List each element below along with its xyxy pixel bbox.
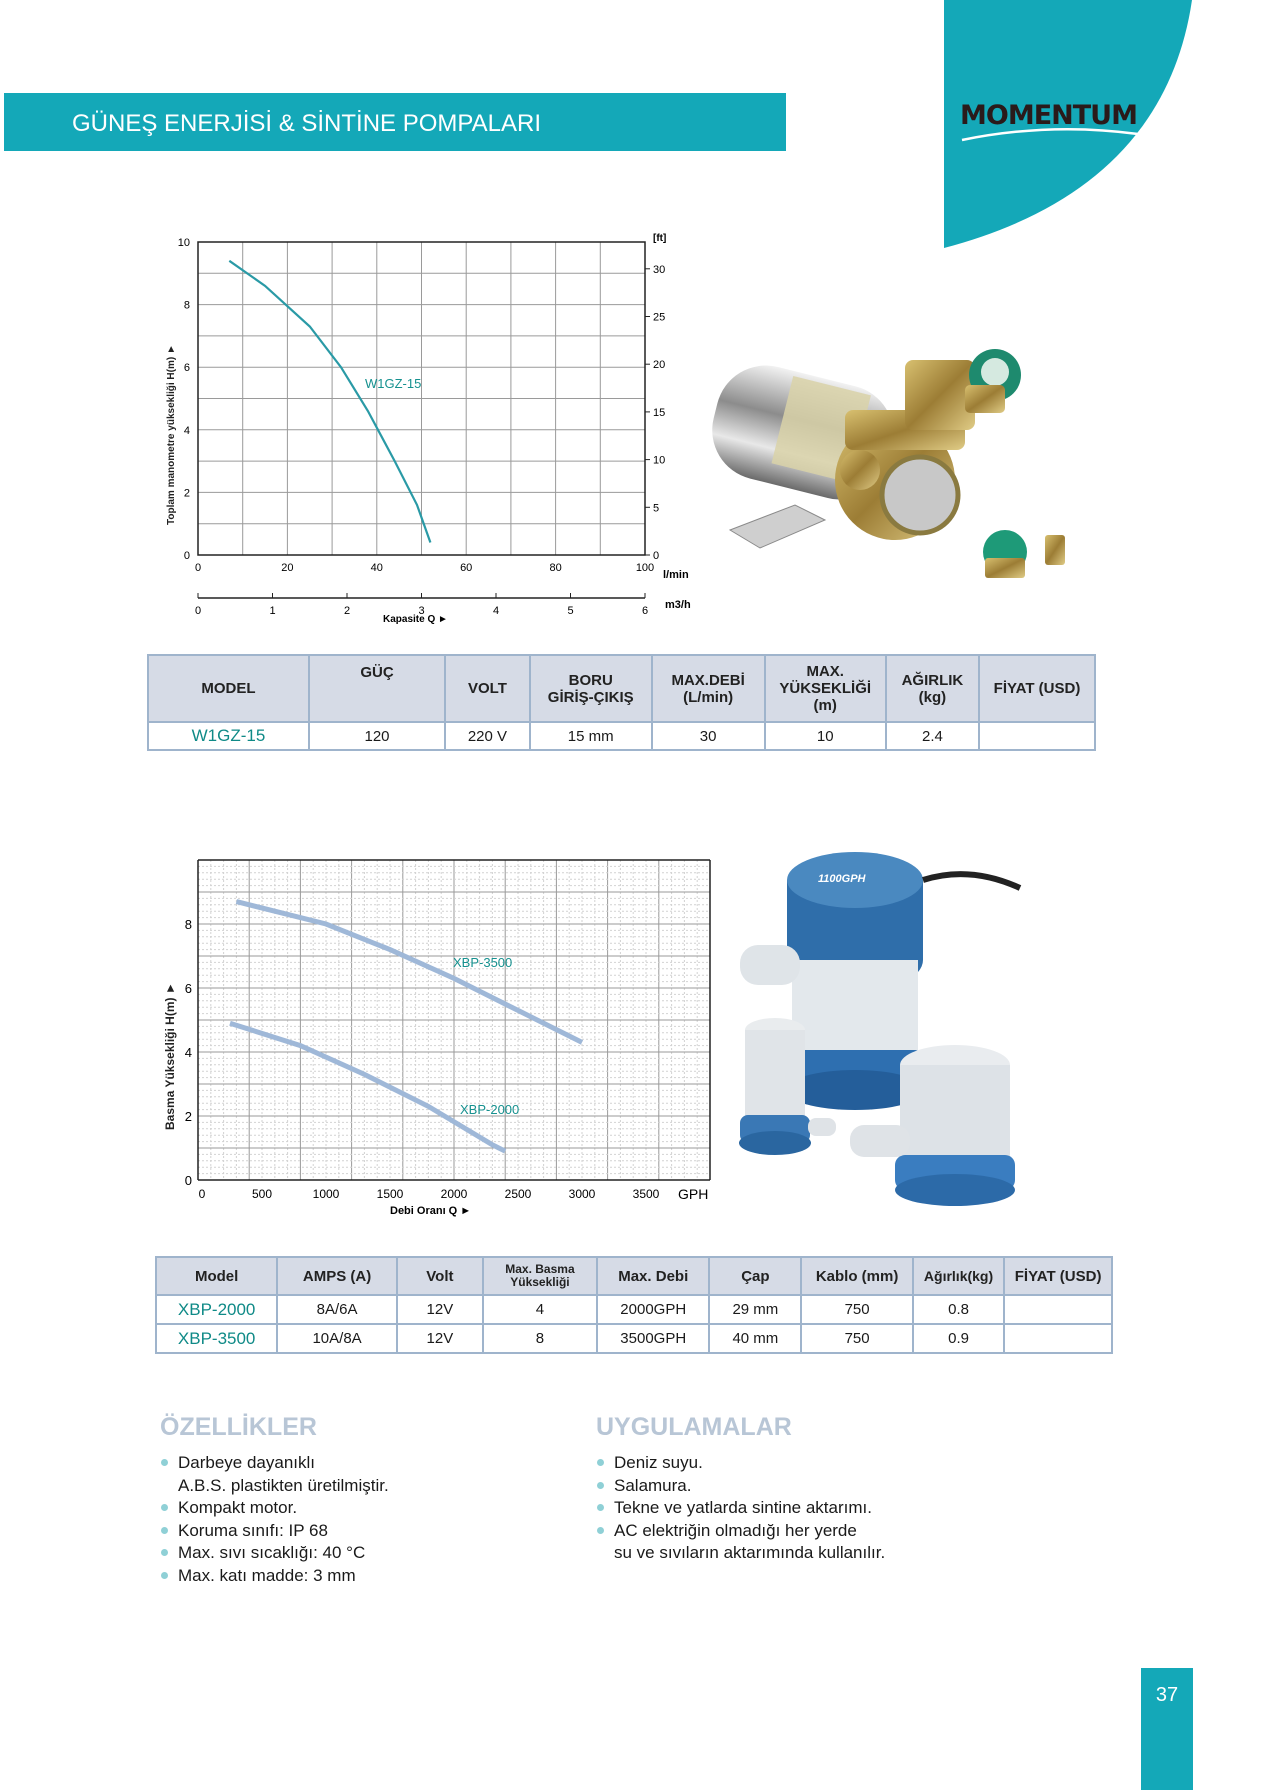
cell-agirlik: 0.9 [913, 1324, 1004, 1353]
th-basma: Max. Basma Yüksekliği [483, 1257, 597, 1295]
y-tick-label: 0 [184, 1173, 192, 1188]
secondary-x-tick-label: 5 [567, 605, 574, 617]
cell-agirlik: 0.8 [913, 1295, 1004, 1324]
y-tick-label: 10 [177, 237, 190, 249]
bullet-icon [597, 1527, 604, 1534]
cell-kablo: 750 [801, 1295, 913, 1324]
cell-model: XBP-3500 [156, 1324, 277, 1353]
table-row [156, 1324, 1112, 1353]
x-tick-label: 3000 [568, 1187, 596, 1201]
secondary-y-tick-label: 15 [653, 406, 666, 419]
chart2-unit-gph: GPH [678, 1186, 709, 1202]
x-tick-label: 500 [251, 1187, 273, 1201]
y-tick-label: 2 [184, 1109, 192, 1124]
secondary-y-tick-label: 30 [653, 263, 666, 276]
cell-fiyat [1004, 1324, 1112, 1353]
bullet-icon [161, 1459, 168, 1466]
page-number: 37 [1155, 1684, 1179, 1706]
bullet-icon [161, 1527, 168, 1534]
cell-amps: 8A/6A [277, 1295, 397, 1324]
y-tick-label: 2 [183, 487, 190, 500]
cell-yukseklik: 10 [765, 722, 886, 750]
table-header-row [148, 655, 1095, 722]
cell-basma: 4 [483, 1295, 597, 1324]
bullet-icon [161, 1504, 168, 1511]
th-kablo: Kablo (mm) [801, 1257, 913, 1295]
cell-volt: 220 V [445, 722, 530, 750]
x-tick-label: 100 [635, 562, 655, 574]
secondary-y-tick-label: 25 [653, 311, 666, 324]
cell-debi: 30 [652, 722, 765, 750]
chart1-unit-ft: [ft] [653, 233, 667, 244]
chart2-xlabel: Debi Oranı Q ► [390, 1205, 472, 1217]
th-cap: Çap [709, 1257, 801, 1295]
bullet-icon [597, 1459, 604, 1466]
th-agirlik: Ağırlık(kg) [913, 1257, 1004, 1295]
y-tick-label: 4 [183, 424, 190, 437]
chart-xbp [150, 850, 730, 1230]
cell-volt: 12V [397, 1295, 483, 1324]
cell-boru: 15 mm [530, 722, 652, 750]
list-item: Max. sıvı sıcaklığı: 40 °C [160, 1542, 389, 1565]
th-model: MODEL [148, 655, 309, 722]
list-item: AC elektriğin olmadığı her yerde [596, 1520, 885, 1543]
y-tick-label: 0 [183, 550, 190, 562]
x-tick-label: 60 [460, 562, 473, 574]
logo-swoosh [960, 124, 1140, 144]
th-debi: MAX.DEBİ (L/min) [652, 655, 765, 722]
x-tick-label: 2000 [440, 1187, 468, 1201]
secondary-x-tick-label: 3 [418, 605, 425, 617]
table-row [156, 1295, 1112, 1324]
chart1-unit-lmin: l/min [663, 569, 689, 581]
th-model: Model [156, 1257, 277, 1295]
table-row [148, 722, 1095, 750]
cell-debi: 2000GPH [597, 1295, 709, 1324]
y-tick-label: 6 [184, 981, 192, 996]
chart-w1gz15 [150, 225, 710, 635]
th-volt: VOLT [445, 655, 530, 722]
list-item: Salamura. [596, 1475, 885, 1498]
cell-cap: 29 mm [709, 1295, 801, 1324]
th-fiyat: FİYAT (USD) [979, 655, 1095, 722]
y-tick-label: 8 [183, 299, 190, 312]
y-tick-label: 8 [184, 917, 192, 932]
cell-agirlik: 2.4 [886, 722, 979, 750]
bullet-icon [597, 1504, 604, 1511]
xbp-spec-table [155, 1256, 1113, 1354]
xbp-pump-image [730, 850, 1080, 1210]
cell-volt: 12V [397, 1324, 483, 1353]
cell-kablo: 750 [801, 1324, 913, 1353]
xbp3500-curve [236, 902, 582, 1043]
x-tick-label: 3500 [632, 1187, 660, 1201]
x-tick-label: 20 [281, 562, 294, 574]
applications-title: UYGULAMALAR [596, 1413, 792, 1441]
cell-fiyat [1004, 1295, 1112, 1324]
th-volt: Volt [397, 1257, 483, 1295]
th-fiyat: FİYAT (USD) [1004, 1257, 1112, 1295]
list-item: Koruma sınıfı: IP 68 [160, 1520, 389, 1543]
th-yukseklik: MAX. YÜKSEKLİĞİ (m) [765, 655, 886, 722]
secondary-y-tick-label: 0 [653, 550, 660, 562]
th-amps: AMPS (A) [277, 1257, 397, 1295]
x-tick-label: 0 [198, 1187, 206, 1201]
table-header-row [156, 1257, 1112, 1295]
list-item: Tekne ve yatlarda sintine aktarımı. [596, 1497, 885, 1520]
x-tick-label: 40 [370, 562, 383, 574]
cell-amps: 10A/8A [277, 1324, 397, 1353]
list-item: Max. katı madde: 3 mm [160, 1565, 389, 1588]
w1gz15-spec-table [147, 654, 1096, 751]
secondary-x-tick-label: 0 [194, 605, 202, 617]
applications-list [596, 1452, 885, 1565]
x-tick-label: 1000 [312, 1187, 340, 1201]
y-tick-label: 4 [184, 1045, 192, 1060]
bullet-icon [161, 1549, 168, 1556]
x-tick-label: 80 [549, 562, 562, 574]
secondary-x-tick-label: 6 [641, 605, 649, 617]
secondary-x-tick-label: 2 [343, 605, 351, 617]
x-tick-label: 0 [194, 562, 202, 574]
th-guc: GÜÇ [309, 655, 445, 722]
w1gz15-curve-label: W1GZ-15 [365, 376, 422, 391]
chart2-ylabel: Basma Yüksekliği H(m) ► [163, 982, 177, 1130]
xbp2000-curve [230, 1023, 505, 1151]
page-title: GÜNEŞ ENERJİSİ & SİNTİNE POMPALARI [72, 110, 541, 137]
cell-fiyat [979, 722, 1095, 750]
list-item: Darbeye dayanıklı [160, 1452, 389, 1475]
features-list [160, 1452, 389, 1588]
bullet-icon [597, 1482, 604, 1489]
brand-logo: MOMENTUM [960, 100, 1137, 131]
cell-model: XBP-2000 [156, 1295, 277, 1324]
xbp2000-curve-label: XBP-2000 [460, 1102, 520, 1117]
xbp3500-curve-label: XBP-3500 [453, 955, 513, 970]
th-agirlik: AĞIRLIK (kg) [886, 655, 979, 722]
secondary-y-tick-label: 5 [653, 502, 660, 515]
x-tick-label: 1500 [376, 1187, 404, 1201]
bullet-icon [161, 1572, 168, 1579]
w1gz15-curve [229, 261, 430, 543]
cell-guc: 120 [309, 722, 445, 750]
secondary-x-tick-label: 1 [269, 605, 276, 617]
cell-cap: 40 mm [709, 1324, 801, 1353]
cell-model: W1GZ-15 [148, 722, 309, 750]
cell-debi: 3500GPH [597, 1324, 709, 1353]
x-tick-label: 2500 [504, 1187, 532, 1201]
th-boru: BORU GİRİŞ-ÇIKIŞ [530, 655, 652, 722]
list-item: su ve sıvıların aktarımında kullanılır. [614, 1543, 886, 1563]
list-item: Kompakt motor. [160, 1497, 389, 1520]
features-title: ÖZELLİKLER [160, 1413, 317, 1441]
chart1-unit-m3h: m3/h [665, 599, 691, 611]
secondary-x-tick-label: 4 [492, 605, 500, 617]
pump-model-label: 1100GPH [818, 873, 866, 885]
th-debi: Max. Debi [597, 1257, 709, 1295]
secondary-y-tick-label: 20 [653, 359, 666, 372]
cell-basma: 8 [483, 1324, 597, 1353]
chart1-xlabel: Kapasite Q ► [383, 614, 448, 625]
list-item: A.B.S. plastikten üretilmiştir. [178, 1475, 389, 1495]
w1gz15-pump-image [705, 330, 1095, 600]
list-item: Deniz suyu. [596, 1452, 885, 1475]
y-tick-label: 6 [183, 362, 190, 375]
secondary-y-tick-label: 10 [653, 454, 666, 467]
chart1-ylabel: Toplam manometre yüksekliği H(m) ► [166, 344, 177, 525]
